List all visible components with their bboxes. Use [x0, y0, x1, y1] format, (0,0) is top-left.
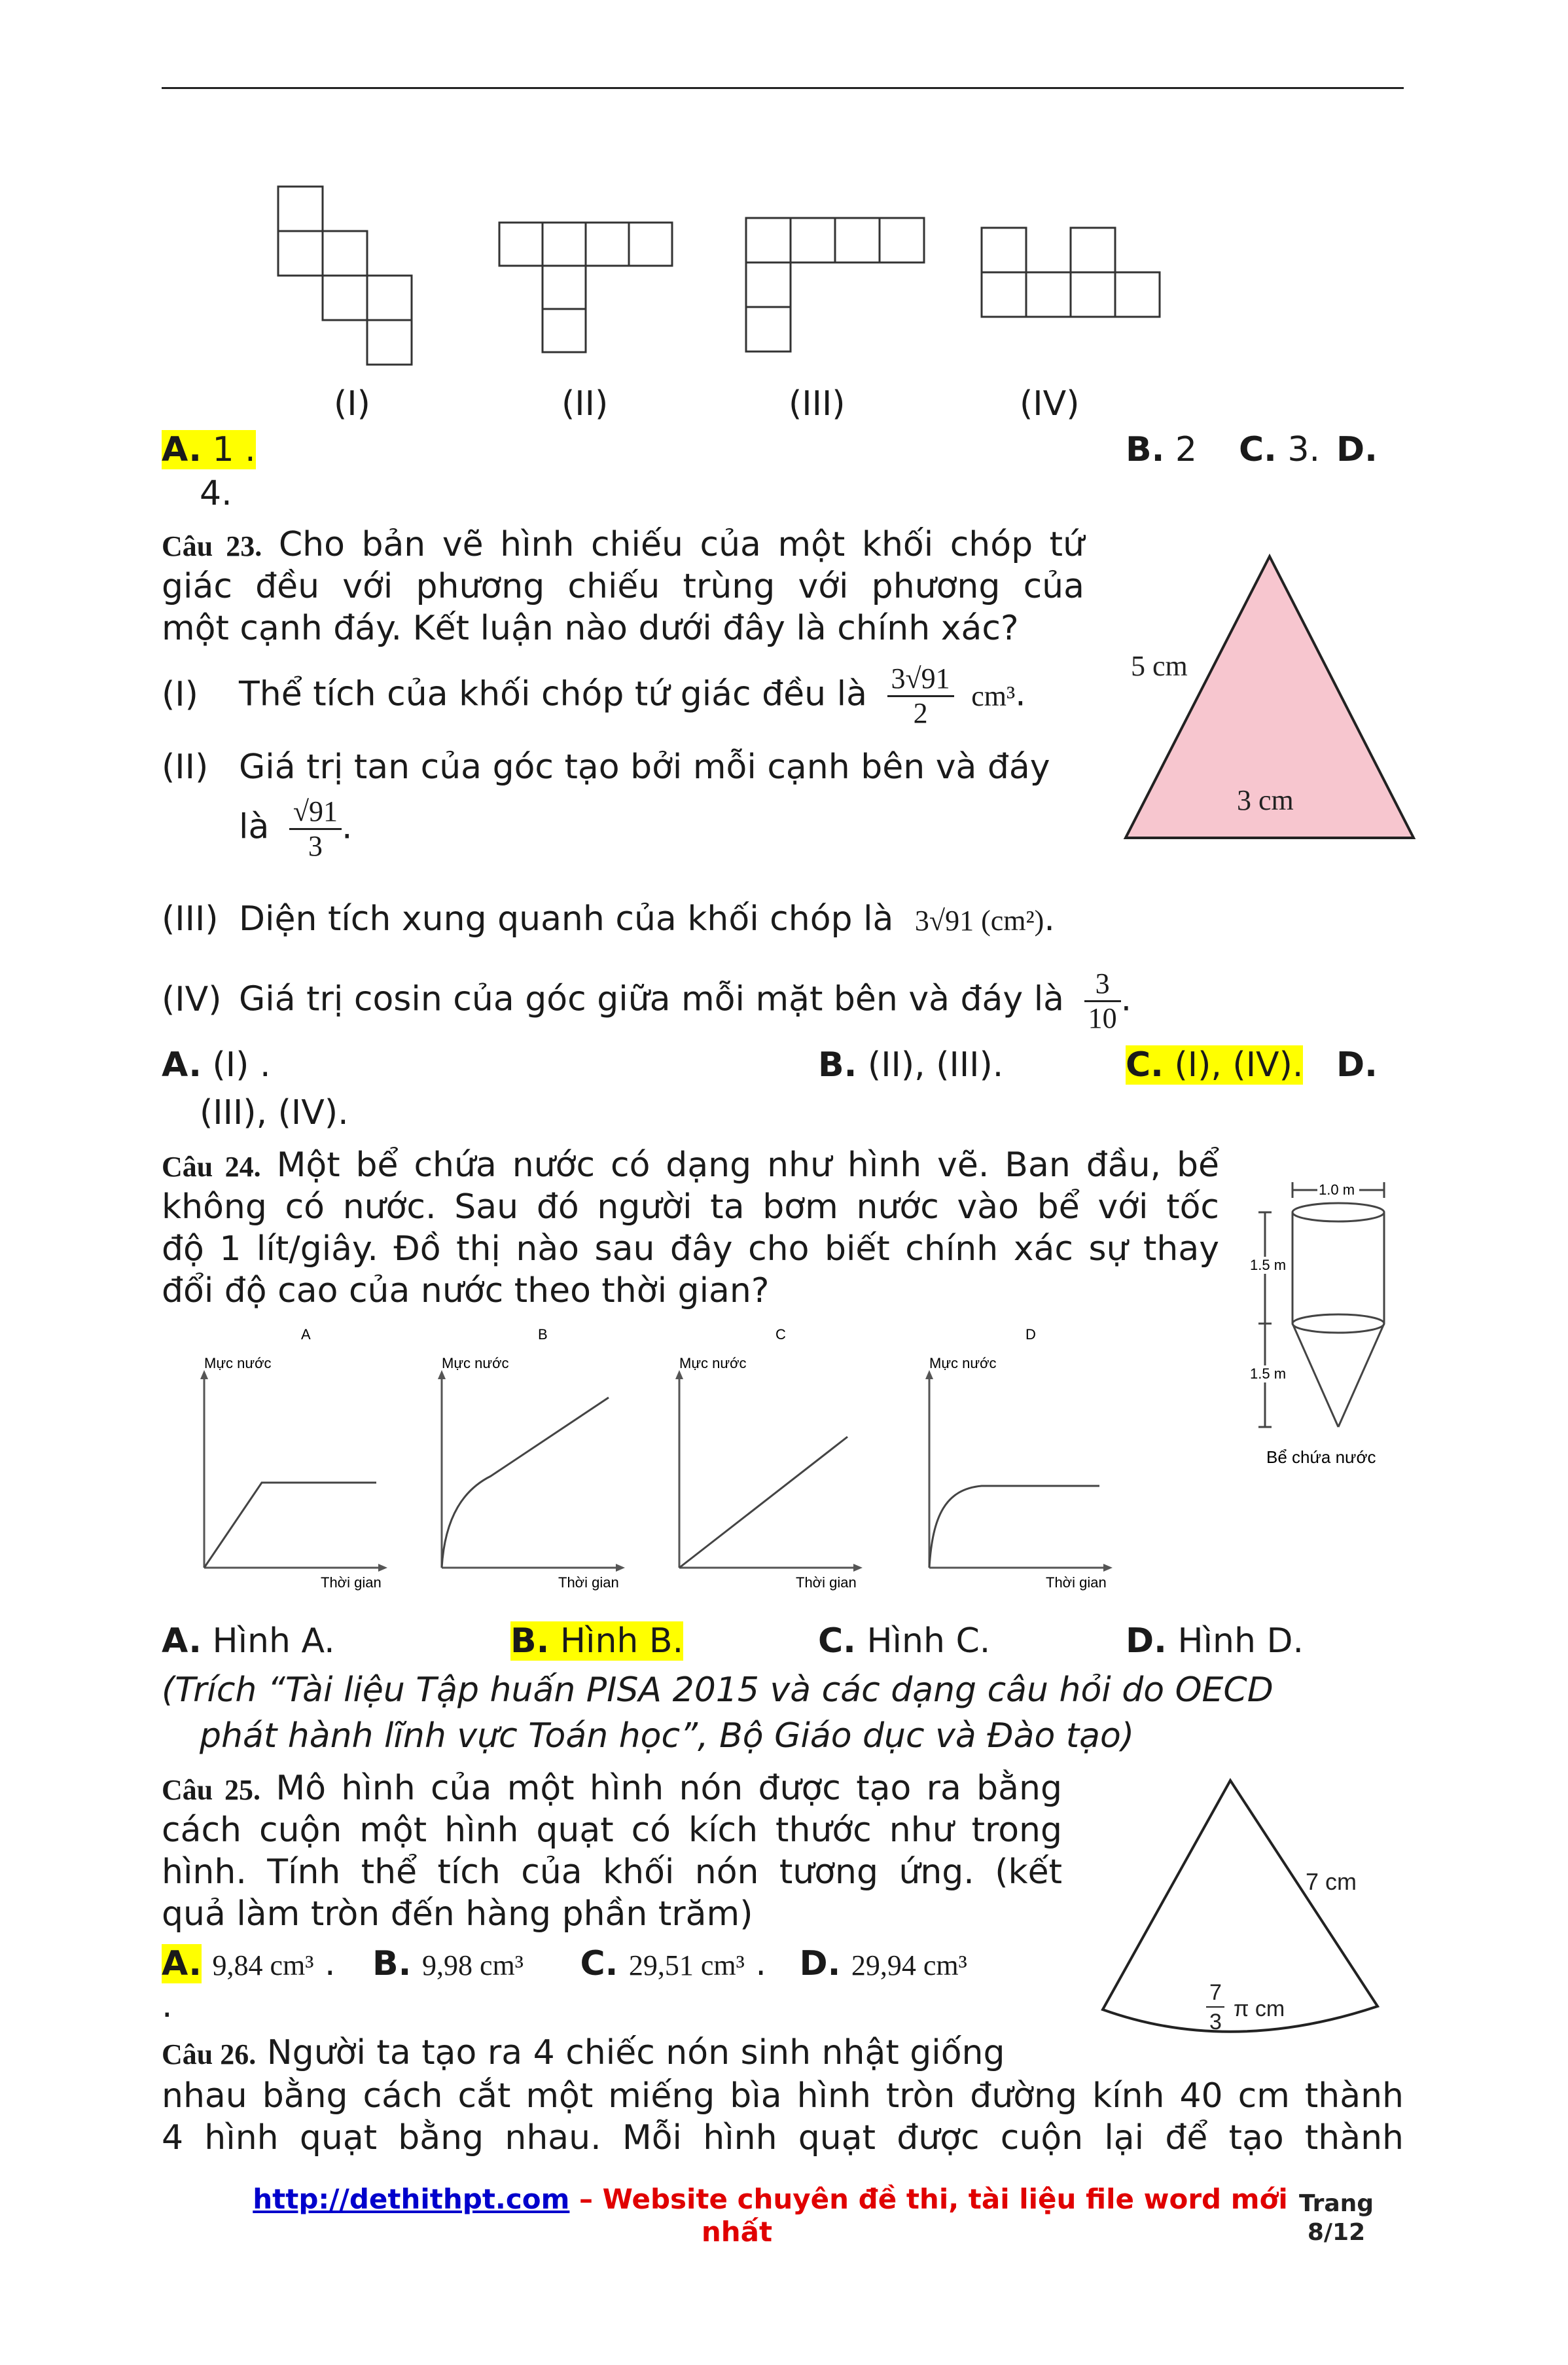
net-label-1: (I) [334, 384, 370, 424]
q23-answer-c[interactable]: C. (I), (IV). [1126, 1045, 1304, 1085]
q26-line-2: nhau bằng cách cắt một miếng bìa hình tròn đường kính 40 cm thành [162, 2076, 1404, 2116]
q22-answer-d-value: 4. [200, 474, 232, 513]
tank-top-label: 1.0 m [1319, 1182, 1355, 1198]
arc-den: 3 [1209, 2010, 1222, 2034]
fraction: $\frac{√91}{3}$ [289, 795, 342, 863]
answer-letter: C. [1239, 430, 1277, 469]
net-label-4: (IV) [1020, 384, 1080, 424]
q22-answer-d[interactable] [1336, 429, 1378, 471]
q24-answer-a[interactable]: A. Hình A. [162, 1621, 335, 1661]
tank-caption: Bể chứa nước [1266, 1447, 1376, 1467]
q24-tank-figure [1240, 1172, 1456, 1473]
q24-answer-c[interactable]: C. Hình C. [818, 1621, 991, 1661]
q25-answer-a[interactable]: A. 9,84 cm³ . [162, 1944, 336, 1983]
side-label: 5 cm [1131, 650, 1188, 682]
graph-xlabel: Thời gian [558, 1574, 619, 1591]
q25-answer-d[interactable]: D. 29,94 cm³ [799, 1944, 967, 1983]
graph-xlabel: Thời gian [1046, 1574, 1107, 1591]
answer-value: 3. [1287, 430, 1321, 469]
q23-item-2: (II) Giá trị tan của góc tạo bởi mỗi cạnh bên và đáy [162, 748, 1050, 787]
graph-d [925, 1326, 1113, 1591]
q25-answers-row [162, 1943, 967, 1987]
q23-item-4: (IV) Giá trị cosin của góc giữa mỗi mặt bên và đáy là $\frac{3}{10}$ . [162, 967, 1132, 1034]
answer-letter: B. [1126, 430, 1165, 469]
graph-xlabel: Thời gian [796, 1574, 857, 1591]
q24-stem-line-4: đổi độ cao của nước theo thời gian? [162, 1271, 770, 1310]
q24-citation-line-2: phát hành lĩnh vực Toán học”, Bộ Giáo dục và Đào tạo) [200, 1716, 1135, 1756]
q25-sector-figure [1090, 1767, 1430, 2062]
q23-answer-d-value: (III), (IV). [200, 1093, 349, 1132]
question-label: Câu 25. [162, 1774, 261, 1806]
page-number-label: Trang [1298, 2190, 1374, 2217]
net-3 [746, 218, 924, 352]
question-label: Câu 24. [162, 1151, 261, 1183]
graph-xlabel: Thời gian [321, 1574, 382, 1591]
q25-answer-c[interactable]: C. 29,51 cm³ . [580, 1944, 766, 1983]
q22-answer-c[interactable] [1239, 429, 1320, 471]
answer-letter: A. [162, 430, 202, 469]
q23-stem-line-2: giác đều với phương chiếu trùng với phương của [162, 567, 1084, 606]
q25-answer-b[interactable]: B. 9,98 cm³ [372, 1944, 524, 1983]
q24-answer-d[interactable]: D. Hình D. [1126, 1621, 1304, 1661]
cube-nets-figure [262, 177, 1178, 367]
net-2 [499, 223, 672, 352]
q24-graphs-figure [177, 1319, 1145, 1600]
radius-label: 7 cm [1306, 1868, 1357, 1895]
header-rule [162, 87, 1404, 89]
q24-stem-line-3: độ 1 lít/giây. Đồ thị nào sau đây cho biết chính xác sự thay [162, 1229, 1219, 1269]
graph-letter: C [775, 1326, 786, 1343]
graph-ylabel: Mực nước [929, 1355, 997, 1371]
q26-line-3: 4 hình quạt bằng nhau. Mỗi hình quạt được cuộn lại để tạo thành [162, 2118, 1404, 2157]
q24-stem-line-1: Câu 24. Một bể chứa nước có dạng như hình vẽ. Ban đầu, bể [162, 1146, 1219, 1185]
q24-answer-b[interactable]: B. Hình B. [510, 1621, 684, 1661]
q25-stem-line-4: quả làm tròn đến hàng phần trăm) [162, 1894, 753, 1934]
footer-tagline-1: Website chuyên đề thi, tài liệu file word mới [602, 2183, 1288, 2215]
question-label: Câu 23. [162, 530, 262, 562]
fraction: $\frac{3}{10}$ [1084, 967, 1121, 1035]
footer-link[interactable]: http://dethithpt.com [253, 2183, 570, 2215]
q23-answer-d[interactable]: D. [1336, 1045, 1378, 1085]
q25-stem-line-3: hình. Tính thể tích của khối nón tương ứng. (kết [162, 1852, 1062, 1892]
tank-cyl-label: 1.5 m [1250, 1257, 1287, 1273]
fraction: $\frac{3√91}{2}$ [887, 662, 954, 730]
tank-cone-label: 1.5 m [1250, 1365, 1287, 1382]
q22-answer-a[interactable] [162, 429, 256, 471]
graph-c [675, 1326, 863, 1591]
net-label-2: (II) [561, 384, 609, 424]
q25-answers-end: . [162, 1986, 173, 2025]
footer-dash: – [569, 2183, 603, 2215]
net-label-3: (III) [789, 384, 846, 424]
q25-stem-line-1: Câu 25. Mô hình của một hình nón được tạo ra bằng [162, 1769, 1062, 1808]
graph-letter: A [301, 1326, 311, 1343]
arc-num: 7 [1209, 1980, 1222, 2005]
base-label: 3 cm [1237, 784, 1294, 816]
graph-ylabel: Mực nước [442, 1355, 509, 1371]
graph-ylabel: Mực nước [204, 1355, 272, 1371]
net-1 [278, 187, 412, 365]
q25-stem-line-2: cách cuộn một hình quạt có kích thước như trong [162, 1811, 1062, 1850]
graph-letter: B [538, 1326, 548, 1343]
q23-item-3: (III) Diện tích xung quanh của khối chóp là 3√91 (cm²). [162, 899, 1055, 939]
footer-tagline-2: nhất [701, 2216, 773, 2248]
question-label: Câu 26. [162, 2038, 257, 2070]
q23-item-2-cont: là $\frac{√91}{3}$ . [239, 795, 353, 862]
answer-value: 1 . [212, 430, 256, 469]
q23-triangle-figure [1113, 543, 1427, 851]
sector-shape [1103, 1780, 1378, 2032]
q23-answer-a[interactable]: A. (I) . [162, 1045, 271, 1085]
arc-unit: π cm [1234, 1996, 1285, 2021]
footer [162, 2183, 1404, 2262]
graph-letter: D [1025, 1326, 1036, 1343]
graph-b [438, 1326, 625, 1591]
page-number-value: 8/12 [1307, 2219, 1366, 2246]
graph-a [200, 1326, 387, 1591]
q23-answer-b[interactable]: B. (II), (III). [818, 1045, 1004, 1085]
graph-ylabel: Mực nước [679, 1355, 747, 1371]
answer-value: 2 [1175, 430, 1198, 469]
q23-item-1: (I) Thể tích của khối chóp tứ giác đều là $\frac{3√91}{2}$ cm³. [162, 662, 1026, 729]
net-4 [982, 228, 1160, 317]
q24-stem-line-2: không có nước. Sau đó người ta bơm nước vào bể với tốc [162, 1187, 1219, 1227]
q22-answer-b[interactable] [1126, 429, 1197, 471]
q23-stem-line-1: Câu 23. Cho bản vẽ hình chiếu của một khối chóp tứ [162, 525, 1084, 564]
q26-line-1: Câu 26. Người ta tạo ra 4 chiếc nón sinh nhật giống [162, 2033, 1005, 2072]
q23-stem-line-3: một cạnh đáy. Kết luận nào dưới đây là chính xác? [162, 609, 1019, 648]
answer-letter: D. [1336, 430, 1378, 469]
q24-citation-line-1: (Trích “Tài liệu Tập huấn PISA 2015 và các dạng câu hỏi do OECD [162, 1670, 1274, 1710]
